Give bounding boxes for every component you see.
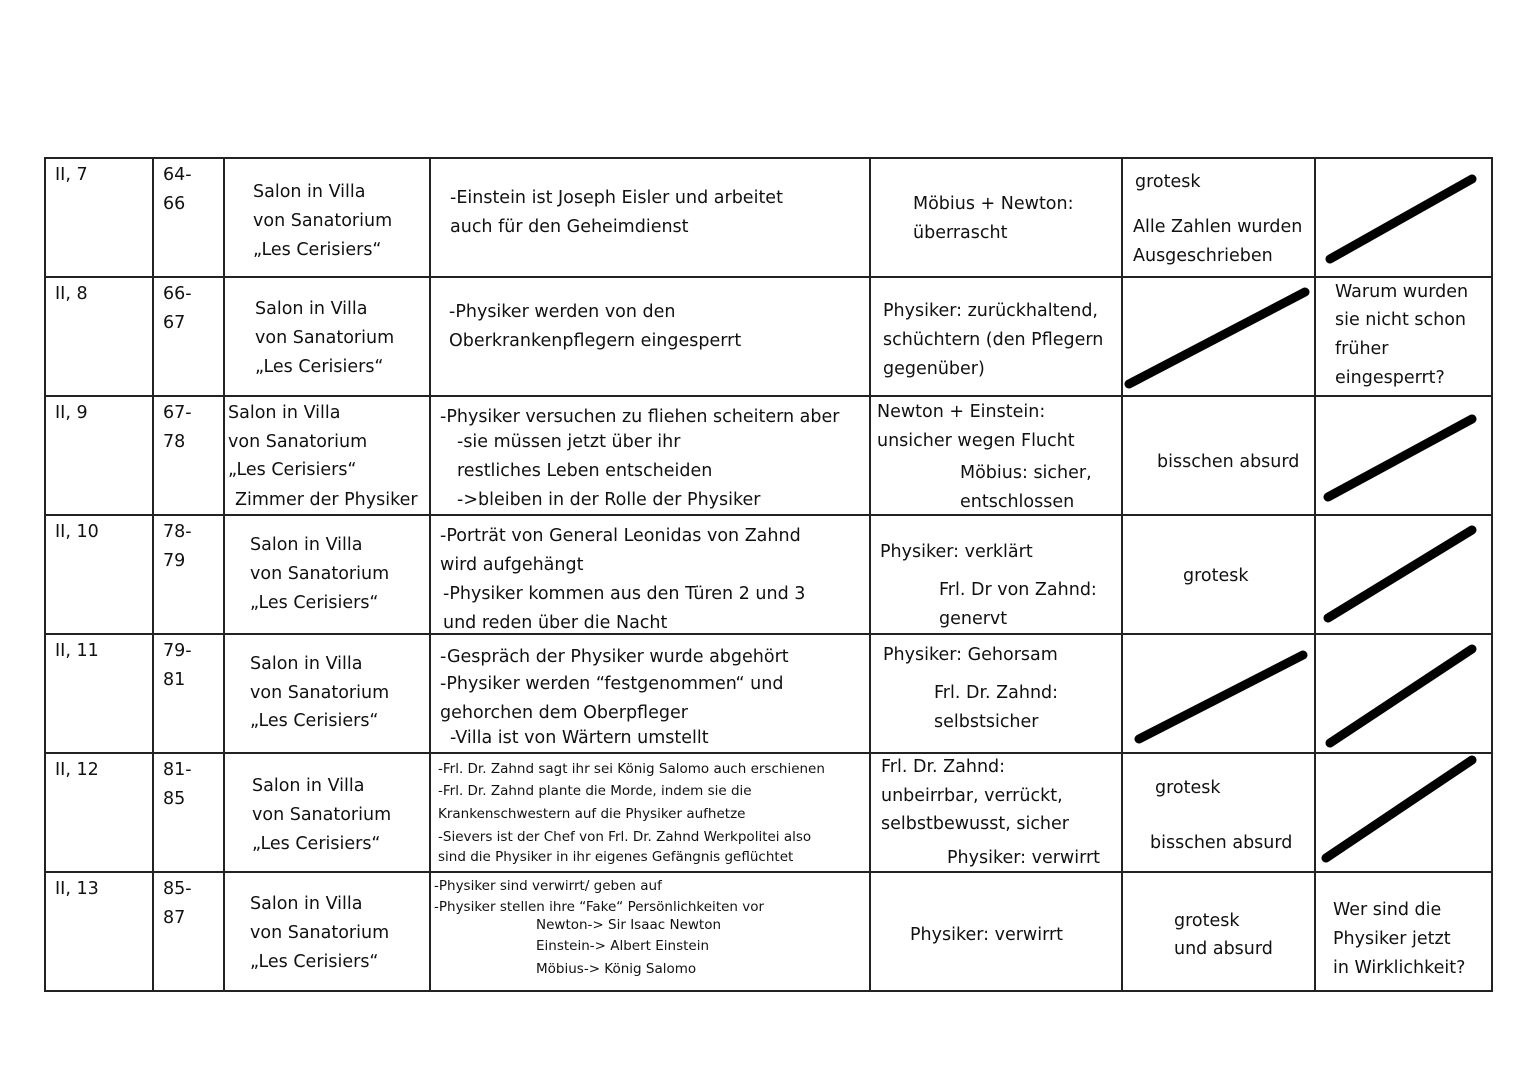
strike-through-mark: [1123, 278, 1314, 395]
content-line: Krankenschwestern auf die Physiker aufhetze: [438, 806, 746, 822]
strike-through-mark: [1316, 159, 1491, 276]
content-line: -Frl. Dr. Zahnd plante die Morde, indem sie die: [438, 783, 752, 799]
strike-through-mark: [1316, 635, 1491, 752]
content-cell: [430, 872, 870, 991]
content-line: -sie müssen jetzt über ihr: [457, 432, 681, 452]
content-line: Oberkrankenpflegern eingesperrt: [449, 331, 742, 351]
location-line: Salon in Villa: [228, 403, 341, 423]
mood-line: Physiker: zurückhaltend,: [883, 301, 1098, 321]
location-line: Salon in Villa: [253, 182, 366, 202]
question-line: eingesperrt?: [1335, 368, 1445, 388]
content-line: -Physiker kommen aus den Türen 2 und 3: [443, 584, 806, 604]
mood-cell: [870, 753, 1122, 872]
mood-line: Physiker: verwirrt: [947, 848, 1101, 868]
location-line: Salon in Villa: [250, 535, 363, 555]
location-cell: [224, 277, 430, 396]
scene-cell: [45, 753, 153, 872]
pages-cell: [153, 396, 224, 515]
mood-line: selbstsicher: [934, 712, 1039, 732]
pages-line: 66-: [163, 284, 192, 304]
style-line: Alle Zahlen wurden: [1133, 217, 1303, 237]
question-line: Physiker jetzt: [1333, 929, 1451, 949]
table-row: [45, 277, 1492, 396]
mood-line: gegenüber): [883, 359, 985, 379]
question-line: sie nicht schon: [1335, 310, 1467, 330]
content-line: -Einstein ist Joseph Eisler und arbeitet: [450, 188, 783, 208]
strike-through-mark: [1123, 635, 1314, 752]
location-line: von Sanatorium: [250, 683, 390, 703]
content-cell: [430, 277, 870, 396]
style-cell: [1122, 634, 1315, 753]
questions-cell: [1315, 277, 1492, 396]
content-line: -Sievers ist der Chef von Frl. Dr. Zahnd Werkpolitei also: [438, 829, 812, 845]
scene-label: II, 13: [55, 879, 99, 899]
strike-through-mark: [1316, 397, 1491, 514]
content-line: ->bleiben in der Rolle der Physiker: [457, 490, 761, 510]
pages-line: 79-: [163, 641, 192, 661]
content-line: -Physiker versuchen zu fliehen scheitern aber: [440, 407, 840, 427]
content-cell: [430, 753, 870, 872]
mood-line: Physiker: verklärt: [880, 542, 1033, 562]
question-line: Warum wurden: [1335, 282, 1469, 302]
scene-cell: [45, 396, 153, 515]
pages-line: 67: [163, 313, 186, 333]
pages-cell: [153, 277, 224, 396]
mood-line: Frl. Dr. Zahnd:: [881, 757, 1006, 777]
scene-label: II, 11: [55, 641, 99, 661]
content-line: auch für den Geheimdienst: [450, 217, 689, 237]
pages-cell: [153, 158, 224, 277]
pages-cell: [153, 515, 224, 634]
scene-label: II, 10: [55, 522, 99, 542]
table-row: [45, 396, 1492, 515]
location-line: „Les Cerisiers“: [250, 711, 379, 731]
scene-label: II, 9: [55, 403, 88, 423]
mood-cell: [870, 277, 1122, 396]
scene-cell: [45, 634, 153, 753]
mood-line: selbstbewusst, sicher: [881, 814, 1069, 834]
style-line: grotesk: [1174, 911, 1240, 931]
pages-line: 87: [163, 908, 186, 928]
mood-line: Physiker: verwirrt: [910, 925, 1064, 945]
mood-cell: [870, 396, 1122, 515]
location-line: von Sanatorium: [255, 328, 395, 348]
content-line: -Physiker sind verwirrt/ geben auf: [434, 878, 662, 894]
content-cell: [430, 158, 870, 277]
location-line: „Les Cerisiers“: [252, 834, 381, 854]
location-cell: [224, 158, 430, 277]
location-cell: [224, 515, 430, 634]
mood-cell: [870, 872, 1122, 991]
style-line: bisschen absurd: [1150, 833, 1293, 853]
table-row: [45, 634, 1492, 753]
location-line: „Les Cerisiers“: [253, 240, 382, 260]
content-line: Möbius-> König Salomo: [536, 961, 697, 977]
location-line: von Sanatorium: [228, 432, 368, 452]
pages-line: 67-: [163, 403, 192, 423]
content-line: restliches Leben entscheiden: [457, 461, 713, 481]
mood-line: Physiker: Gehorsam: [883, 645, 1058, 665]
content-line: gehorchen dem Oberpfleger: [440, 703, 688, 723]
scene-cell: [45, 872, 153, 991]
style-cell: [1122, 872, 1315, 991]
questions-cell: [1315, 396, 1492, 515]
mood-line: schüchtern (den Pflegern: [883, 330, 1104, 350]
location-line: von Sanatorium: [250, 564, 390, 584]
pages-line: 64-: [163, 165, 192, 185]
mood-line: Möbius + Newton:: [913, 194, 1074, 214]
location-line: Zimmer der Physiker: [235, 490, 418, 510]
content-cell: [430, 515, 870, 634]
strike-through-mark: [1316, 516, 1491, 633]
mood-line: Möbius: sicher,: [960, 463, 1092, 483]
questions-cell: [1315, 872, 1492, 991]
style-line: grotesk: [1155, 778, 1221, 798]
strike-through-mark: [1316, 754, 1491, 871]
style-cell: [1122, 158, 1315, 277]
content-line: und reden über die Nacht: [443, 613, 668, 633]
location-line: „Les Cerisiers“: [250, 593, 379, 613]
location-line: „Les Cerisiers“: [255, 357, 384, 377]
style-cell: [1122, 277, 1315, 396]
pages-cell: [153, 753, 224, 872]
table-row: [45, 872, 1492, 991]
mood-line: Newton + Einstein:: [877, 402, 1046, 422]
mood-line: unsicher wegen Flucht: [877, 431, 1075, 451]
pages-line: 78-: [163, 522, 192, 542]
scene-label: II, 12: [55, 760, 99, 780]
location-line: Salon in Villa: [250, 894, 363, 914]
mood-cell: [870, 634, 1122, 753]
content-line: -Frl. Dr. Zahnd sagt ihr sei König Salomo auch erschienen: [438, 761, 825, 777]
content-cell: [430, 396, 870, 515]
location-cell: [224, 396, 430, 515]
content-line: -Physiker werden “festgenommen“ und: [440, 674, 784, 694]
location-line: Salon in Villa: [252, 776, 365, 796]
pages-line: 85: [163, 789, 186, 809]
content-line: -Physiker werden von den: [449, 302, 676, 322]
content-line: -Gespräch der Physiker wurde abgehört: [440, 647, 789, 667]
mood-line: Frl. Dr von Zahnd:: [939, 580, 1097, 600]
location-line: Salon in Villa: [250, 654, 363, 674]
mood-line: genervt: [939, 609, 1008, 629]
mood-line: Frl. Dr. Zahnd:: [934, 683, 1059, 703]
pages-cell: [153, 872, 224, 991]
location-line: „Les Cerisiers“: [250, 952, 379, 972]
location-cell: [224, 753, 430, 872]
mood-cell: [870, 515, 1122, 634]
location-line: „Les Cerisiers“: [228, 460, 357, 480]
pages-cell: [153, 634, 224, 753]
content-cell: [430, 634, 870, 753]
pages-line: 66: [163, 194, 186, 214]
table-row: [45, 158, 1492, 277]
content-line: -Porträt von General Leonidas von Zahnd: [440, 526, 801, 546]
pages-line: 79: [163, 551, 186, 571]
style-line: bisschen absurd: [1157, 452, 1300, 472]
content-line: -Physiker stellen ihre “Fake“ Persönlichkeiten vor: [434, 899, 765, 915]
location-line: von Sanatorium: [252, 805, 392, 825]
questions-cell: [1315, 634, 1492, 753]
location-line: von Sanatorium: [253, 211, 393, 231]
pages-line: 78: [163, 432, 186, 452]
table-row: [45, 515, 1492, 634]
location-line: von Sanatorium: [250, 923, 390, 943]
content-line: -Villa ist von Wärtern umstellt: [450, 728, 709, 748]
table-row: [45, 753, 1492, 872]
content-line: Einstein-> Albert Einstein: [536, 938, 710, 954]
style-cell: [1122, 396, 1315, 515]
content-line: Newton-> Sir Isaac Newton: [536, 917, 722, 933]
mood-line: unbeirrbar, verrückt,: [881, 786, 1063, 806]
pages-line: 85-: [163, 879, 192, 899]
style-line: und absurd: [1174, 939, 1273, 959]
style-cell: [1122, 753, 1315, 872]
scene-cell: [45, 277, 153, 396]
content-line: wird aufgehängt: [440, 555, 584, 575]
questions-cell: [1315, 158, 1492, 277]
questions-cell: [1315, 515, 1492, 634]
location-line: Salon in Villa: [255, 299, 368, 319]
location-cell: [224, 872, 430, 991]
style-line: grotesk: [1135, 172, 1201, 192]
pages-line: 81-: [163, 760, 192, 780]
content-line: sind die Physiker in ihr eigenes Gefängnis geflüchtet: [438, 849, 794, 865]
style-cell: [1122, 515, 1315, 634]
scene-cell: [45, 515, 153, 634]
question-line: Wer sind die: [1333, 900, 1442, 920]
mood-cell: [870, 158, 1122, 277]
question-line: früher: [1335, 339, 1389, 359]
scene-label: II, 8: [55, 284, 88, 304]
mood-line: überrascht: [913, 223, 1008, 243]
scene-label: II, 7: [55, 165, 88, 185]
question-line: in Wirklichkeit?: [1333, 958, 1466, 978]
scene-cell: [45, 158, 153, 277]
scene-overview-table: [44, 157, 1493, 992]
location-cell: [224, 634, 430, 753]
pages-line: 81: [163, 670, 186, 690]
mood-line: entschlossen: [960, 492, 1075, 512]
style-line: grotesk: [1183, 566, 1249, 586]
style-line: Ausgeschrieben: [1133, 246, 1273, 266]
questions-cell: [1315, 753, 1492, 872]
